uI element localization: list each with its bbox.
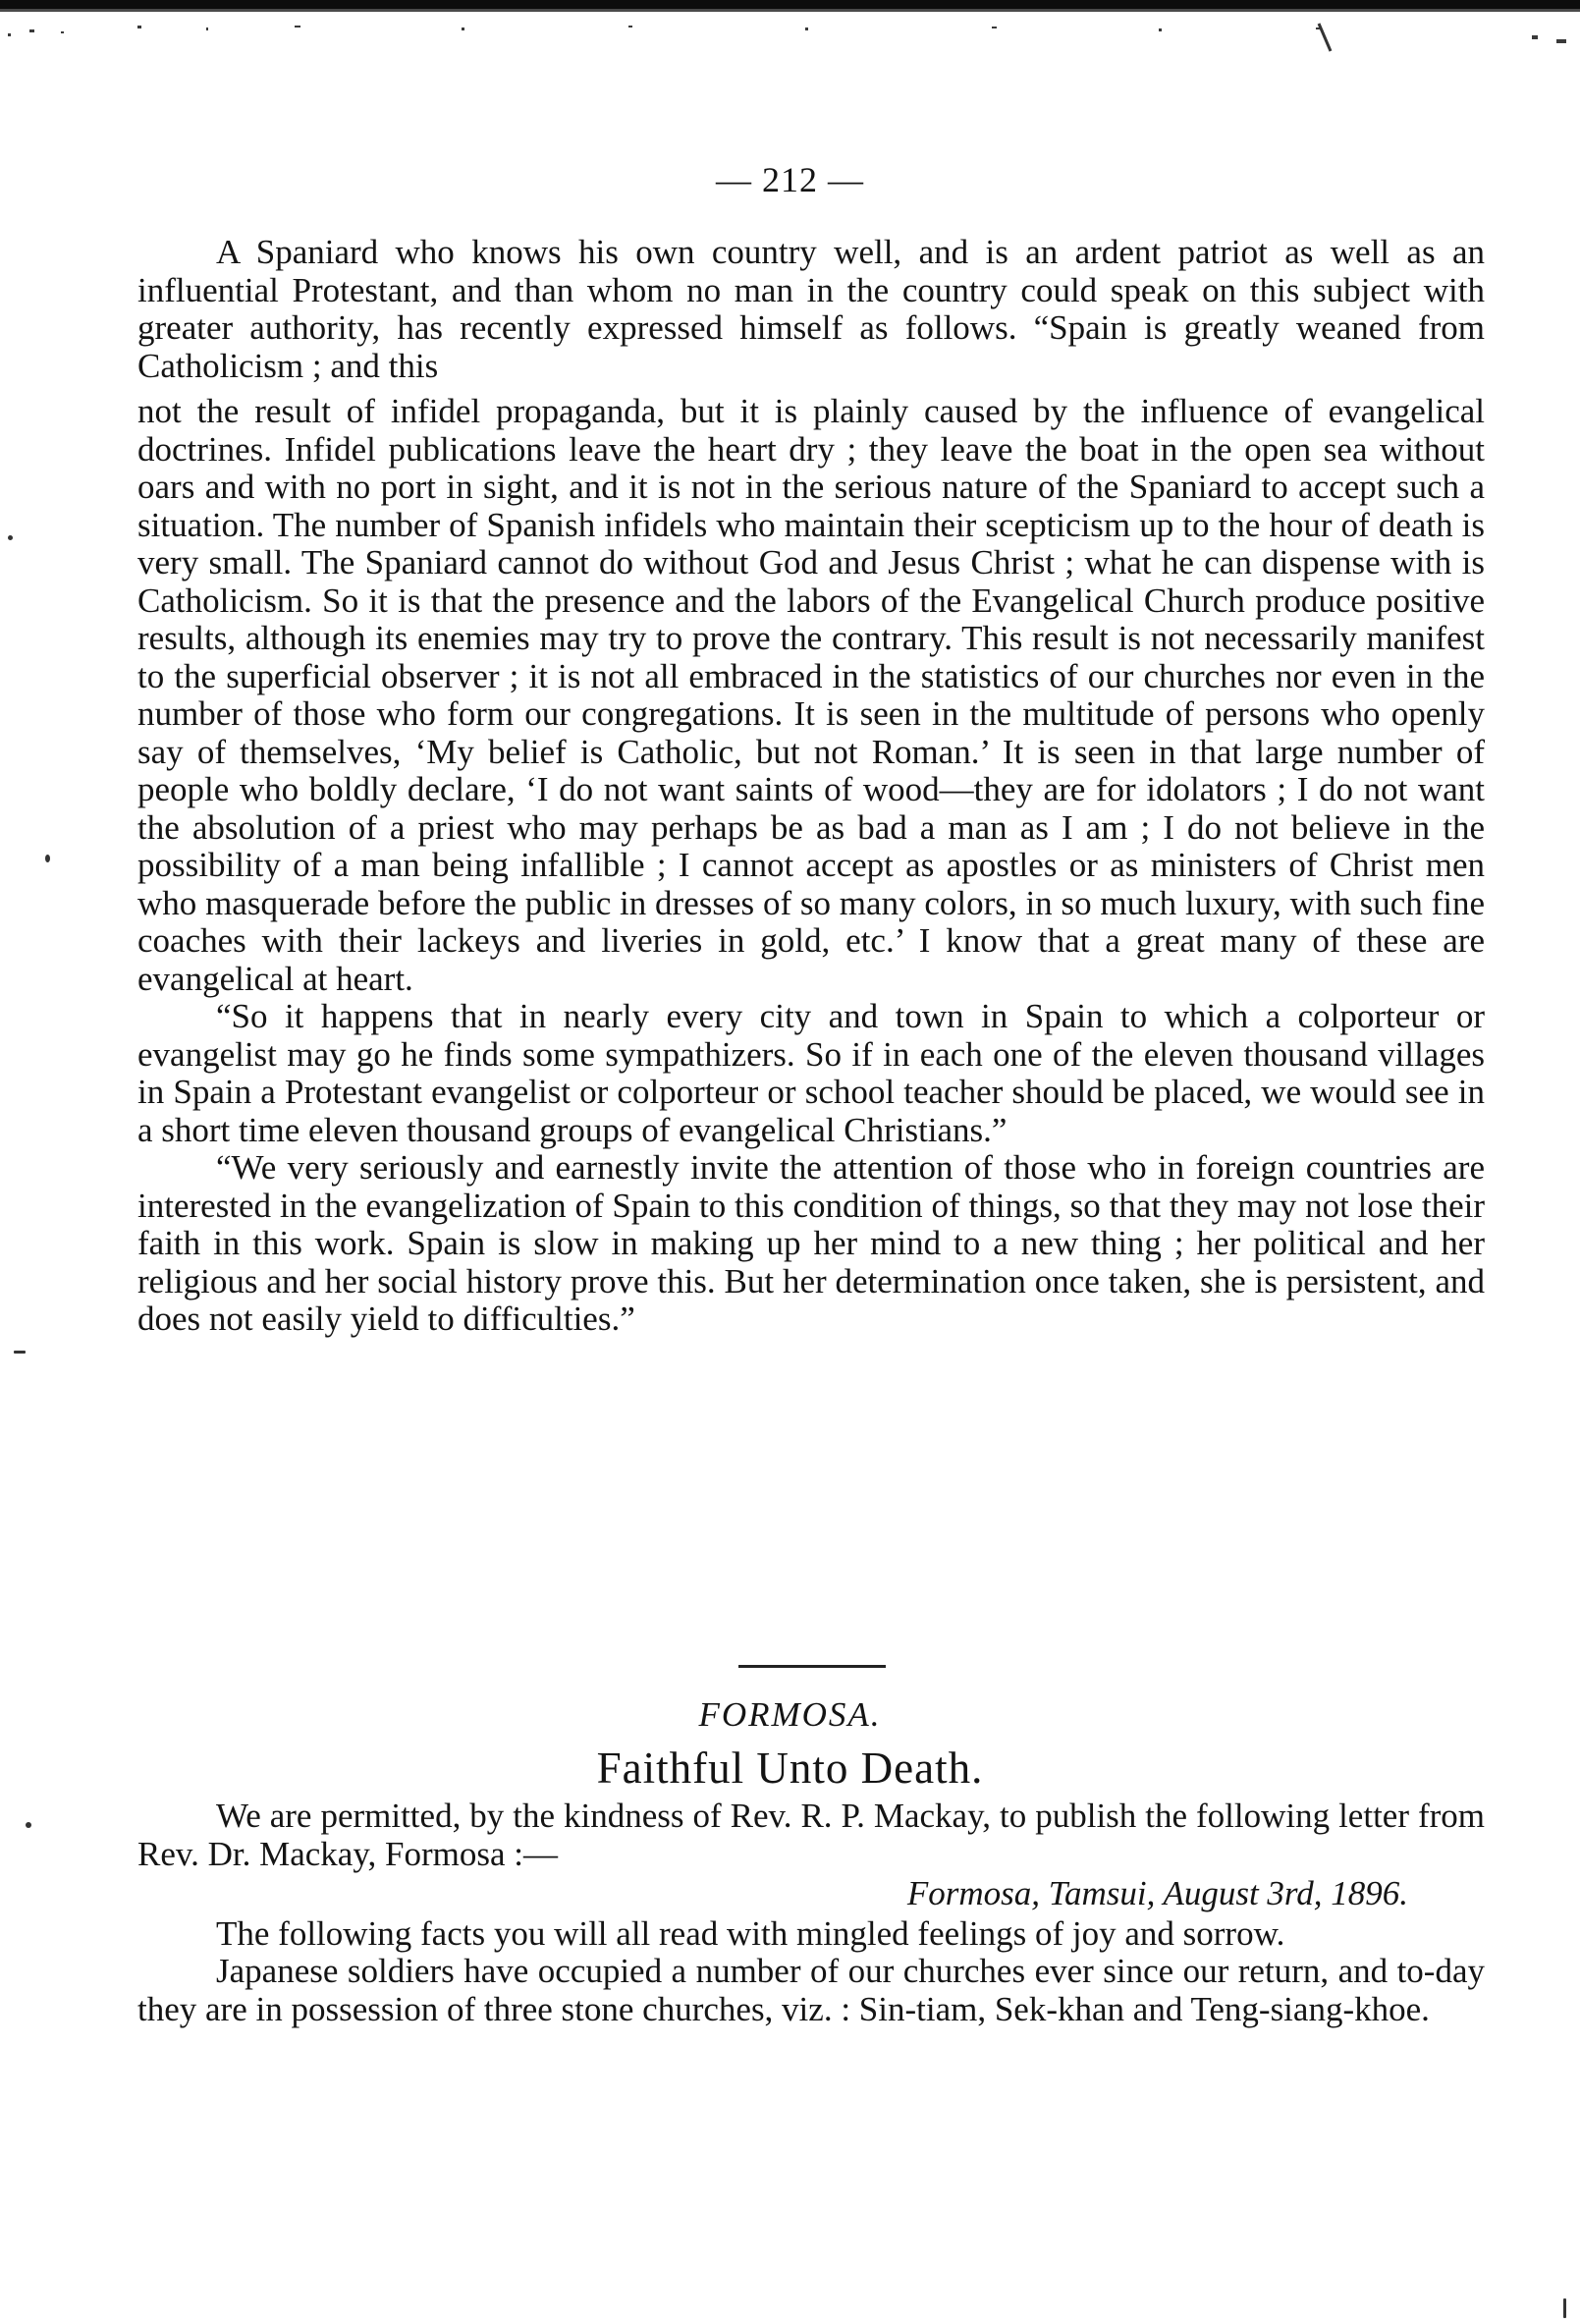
article-title: Faithful Unto Death. [596, 1743, 984, 1793]
paragraph: “So it happens that in nearly every city and town in Spain to which a colporteur or evangelist may go he finds some sympathizers. So if in each one of the eleven thousand villages in Spain a Protestant evangelist or colporteur or school teacher should be placed, we would see in a short time eleven thousand groups of evangelical Christians.” [137, 997, 1485, 1149]
article-spain [137, 234, 1485, 1339]
scan-top-edge [0, 0, 1580, 16]
article-formosa [137, 1798, 1485, 2028]
margin-speck [45, 855, 50, 862]
paragraph: “We very seriously and earnestly invite the attention of those who in foreign countries are interested in the evangelization of Spain to this condition of things, so that they may not lose their faith in this work. Spain is slow in making up her mind to a new thing ; her political and her religious and her social history prove this. But her determination once taken, she is persistent, and does not easily yield to difficulties.” [137, 1148, 1485, 1338]
intro-paragraph: We are permitted, by the kindness of Rev. R. P. Mackay, to publish the following letter from Rev. Dr. Mackay, Formosa :— [137, 1797, 1485, 1873]
scan-noise [0, 18, 1580, 57]
margin-speck [14, 1351, 26, 1354]
page-number: — 212 — [716, 160, 864, 199]
section-heading: FORMOSA. [698, 1695, 882, 1734]
margin-speck [26, 1822, 31, 1828]
margin-speck [8, 535, 13, 540]
paragraph: not the result of infidel propaganda, but it is plainly caused by the influence of evangelical doctrines. Infidel publications leave the heart dry ; they leave the boat in the open sea without oars and with no port in sight, and it is not in the serious nature of the Spaniard to accept such a situation. The number of Spanish infidels who maintain their scepticism up to the hour of death is very small. The Spaniard cannot do without God and Jesus Christ ; what he can dispense with is Catholicism. So it is that the presence and the labors of the Evangelical Church produce positive results, although its enemies may try to prove the contrary. This result is not necessarily manifest to the superficial observer ; it is not all embraced in the statistics of our churches nor even in the number of those who form our congregations. It is seen in the multitude of persons who openly say of themselves, ‘My belief is Catholic, but not Roman.’ It is seen in that large number of people who boldly declare, ‘I do not want saints of wood—they are for idolators ; I do not want the absolution of a priest who may perhaps be as bad a man as I am ; I do not believe in the possibility of a man being infallible ; I cannot accept as apostles or as ministers of Christ men who masquerade before the public in dresses of so many colors, in so much luxury, with such fine coaches with their lackeys and liveries in gold, etc.’ I know that a great many of these are evangelical at heart. [137, 392, 1485, 998]
paragraph: The following facts you will all read with mingled feelings of joy and sorrow. [216, 1913, 1285, 1953]
section-divider [738, 1665, 886, 1668]
paragraph: Japanese soldiers have occupied a number of our churches ever since our return, and to-day they are in possession of three stone churches, viz. : Sin-tiam, Sek-khan and Teng-siang-khoe. [137, 1952, 1485, 2028]
paragraph: A Spaniard who knows his own country well, and is an ardent patriot as well as an influential Protestant, and than whom no man in the country could speak on this subject with greater authority, has recently expressed himself as follows. “Spain is greatly weaned from Catholicism ; and this [137, 233, 1485, 385]
letter-dateline: Formosa, Tamsui, August 3rd, 1896. [906, 1874, 1408, 1912]
margin-speck [1563, 2298, 1566, 2318]
